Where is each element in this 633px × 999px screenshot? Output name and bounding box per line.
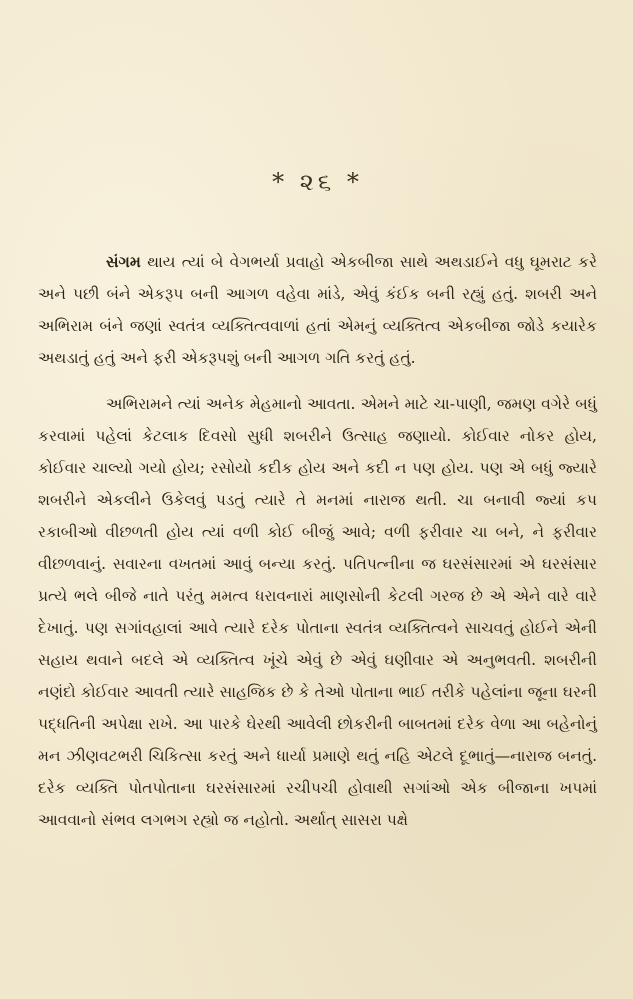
paragraph-2 xyxy=(38,388,597,836)
paragraph-1-text: થાય ત્યાં બે વેગભર્યા પ્રવાહો એકબીજા સાથે અથડાઈને વધુ ઘૂમરાટ કરે અને પછી બંને એકરૂપ બની આગળ વહેવા માંડે, એવું કંઈક બની રહ્યું હતું. શબરી અને અભિરામ બંને જણાં સ્વતંત્ર વ્યક્તિત્વવાળાં હતાં એમનું વ્યક્તિત્વ એકબીજા જોડે કયારેક અથડાતું હતું અને ફરી એકરૂપશું બની આગળ ગતિ કરતું હતું. xyxy=(38,253,597,367)
paragraph-2-text: અભિરામને ત્યાં અનેક મેહમાનો આવતા. એમને માટે ચા-પાણી, જમણ વગેરે બધું કરવામાં પહેલાં કેટલાક દિવસો સુધી શબરીને ઉત્સાહ જણાયો. કોઈવાર નોકર હોય, કોઈવાર ચાલ્યો ગયો હોય; રસોયો કદીક હોય અને કદી ન પણ હોય. પણ એ બધું જ્યારે શબરીને એકલીને ઉકેલવું પડતું ત્યારે તે મનમાં નારાજ થતી. ચા બનાવી જ્યાં કપ રકાબીઓ વીછળતી હોય ત્યાં વળી કોઈ બીજું આવે; વળી ફરીવાર ચા બને, ને ફરીવાર વીછળવાનું. સવારના વખતમાં આવું બન્યા કરતું. પતિપત્નીના જ ઘરસંસારમાં એ ઘરસંસાર પ્રત્યે ભલે બીજે નાતે પરંતુ મમત્વ ધરાવનારાં માણસોની કેટલી ગરજ છે એ એને વારે વારે દેખાતું. પણ સગાંવહાલાં આવે ત્યારે દરેક પોતાના સ્વતંત્ર વ્યક્તિત્વને સાચવતું હોઈને એની સહાય થવાને બદલે એ વ્યક્તિત્વ ખૂંચે એવું છે એવું ઘણીવાર એ અનુભવતી. શબરીની નણંદો કોઈવાર આવતી ત્યારે સાહજિક છે કે તેઓ પોતાના ભાઈ તરીકે પહેલાંના જૂના ઘરની પદ્ધતિની અપેક્ષા રાખે. આ પારકે ઘેરથી આવેલી છોકરીની બાબતમાં દરેક વેળા આ બહેનોનું મન ઝીણવટભરી ચિકિત્સા કરતું અને ધાર્યા પ્રમાણે થતું નહિ એટલે દૂભાતું—નારાજ બનતું. દરેક વ્યક્તિ પોતપોતાના ઘરસંસારમાં રચીપચી હોવાથી સગાંઓ એક બીજાના ખપમાં આવવાનો સંભવ લગભગ રહ્યો જ નહોતો. અર્થાત્ સાસરા પક્ષે xyxy=(38,395,597,829)
chapter-heading: * ૨૬ * xyxy=(272,168,363,196)
paragraph-1-lead-word: સંગમ xyxy=(106,252,141,271)
paragraph-1 xyxy=(38,246,597,374)
